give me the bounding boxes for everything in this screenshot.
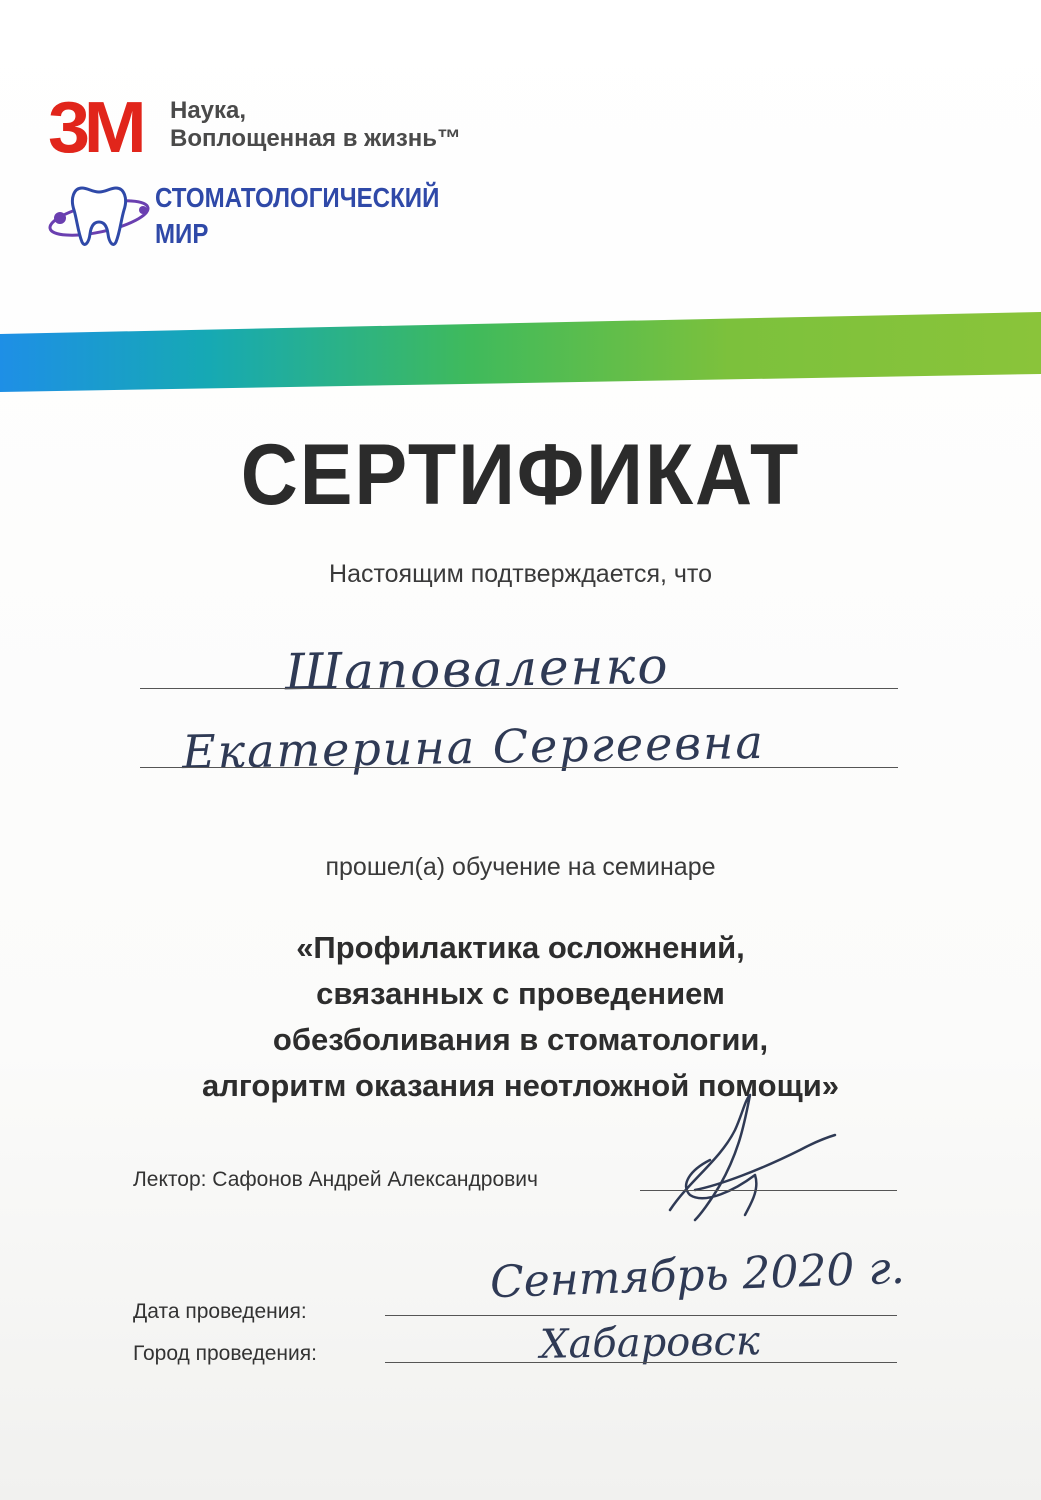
lecturer-label: Лектор: Сафонов Андрей Александрович: [133, 1168, 538, 1191]
brand-tagline: [170, 97, 461, 153]
completion-text: прошел(а) обучение на семинаре: [325, 853, 716, 881]
seminar-line-2: связанных с проведением: [316, 976, 725, 1011]
city-line: [385, 1362, 897, 1363]
lecturer-signature: [650, 1090, 840, 1230]
date-line: [385, 1315, 897, 1316]
certificate-title: СЕРТИФИКАТ: [240, 427, 801, 523]
date-value: Сентябрь 2020 г.: [489, 1242, 906, 1309]
recipient-given-names: Екатерина Сергеевна: [181, 714, 766, 780]
tagline-line-1: Наука,: [170, 97, 247, 124]
3m-logo: 3M: [48, 88, 141, 168]
name-line-2: [140, 767, 898, 768]
gradient-band: [0, 312, 1041, 392]
tooth-orbit-icon: [44, 176, 154, 256]
seminar-line-1: «Профилактика осложнений,: [296, 930, 745, 965]
city-value: Хабаровск: [539, 1318, 761, 1368]
date-label: Дата проведения:: [133, 1300, 307, 1323]
partner-name-line-1: СТОМАТОЛОГИЧЕСКИЙ: [155, 182, 440, 213]
partner-name-line-2: МИР: [155, 218, 209, 249]
confirmation-text: Настоящим подтверждается, что: [329, 560, 712, 588]
tagline-line-2: Воплощенная в жизнь™: [170, 125, 462, 152]
signature-line: [640, 1190, 897, 1191]
partner-name: [155, 180, 439, 252]
city-label: Город проведения:: [133, 1342, 317, 1365]
name-line-1: [140, 688, 898, 689]
seminar-title: [0, 925, 1041, 1109]
seminar-line-4: алгоритм оказания неотложной помощи»: [201, 1068, 840, 1103]
recipient-surname: Шаповаленко: [284, 636, 670, 702]
seminar-line-3: обезболивания в стоматологии,: [272, 1022, 769, 1057]
